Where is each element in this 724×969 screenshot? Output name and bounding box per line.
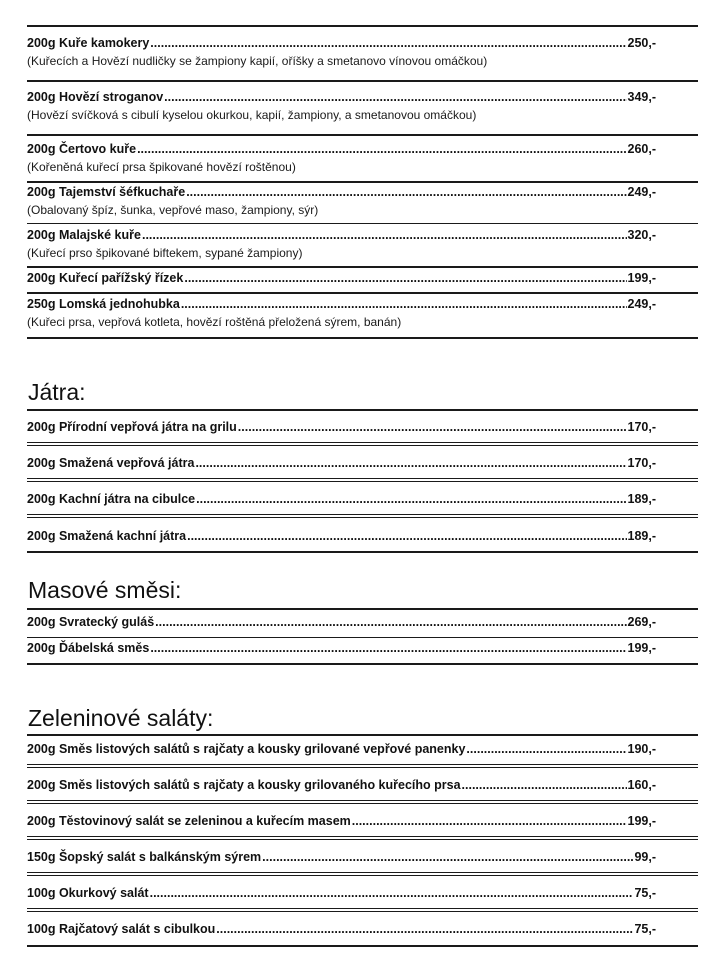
leader-dots — [137, 142, 626, 157]
divider — [27, 442, 698, 443]
item-name: 100g Rajčatový salát s cibulkou — [27, 922, 216, 936]
divider — [27, 409, 698, 411]
item-price: 269,- — [627, 615, 656, 629]
divider — [27, 608, 698, 610]
divider — [27, 223, 698, 224]
item-name: 200g Svratecký guláš — [27, 615, 155, 629]
leader-dots — [150, 36, 626, 51]
divider — [27, 764, 698, 765]
item-price: 260,- — [627, 142, 656, 156]
item-price: 99,- — [634, 850, 656, 864]
item-price: 190,- — [627, 742, 656, 756]
item-name: 200g Kuře kamokery — [27, 36, 150, 50]
divider — [27, 25, 698, 27]
item-name: 200g Tajemství šéfkuchaře — [27, 185, 186, 199]
item-name: 200g Hovězí stroganov — [27, 90, 164, 104]
divider — [27, 292, 698, 294]
item-name: 200g Smažená kachní játra — [27, 529, 187, 543]
leader-dots — [352, 814, 627, 829]
divider — [27, 514, 698, 515]
menu-item — [27, 615, 698, 630]
menu-item — [27, 529, 698, 544]
item-name: 200g Přírodní vepřová játra na grilu — [27, 420, 237, 434]
menu-item — [27, 814, 698, 829]
menu-item — [27, 185, 698, 218]
leader-dots — [195, 456, 626, 471]
menu-item — [27, 922, 698, 937]
menu-item — [27, 641, 698, 656]
item-name: 200g Ďábelská směs — [27, 641, 150, 655]
menu-item — [27, 36, 698, 69]
item-price: 199,- — [627, 814, 656, 828]
leader-dots — [187, 529, 626, 544]
leader-dots — [196, 492, 626, 507]
leader-dots — [186, 185, 626, 200]
item-description: (Kuřecí prso špikované biftekem, sypané žampiony) — [27, 246, 303, 260]
divider — [27, 337, 698, 339]
divider — [27, 478, 698, 479]
item-price: 199,- — [627, 271, 656, 285]
leader-dots — [142, 228, 627, 243]
item-name: 200g Směs listových salátů s rajčaty a kousky grilované vepřové panenky — [27, 742, 466, 756]
menu-item — [27, 492, 698, 507]
divider — [27, 266, 698, 268]
menu-item — [27, 778, 698, 793]
item-price: 349,- — [627, 90, 656, 104]
leader-dots — [181, 297, 627, 312]
item-description: (Hovězí svíčková s cibulí kyselou okurkou, kapií, žampiony, a smetanovou omáčkou) — [27, 108, 477, 122]
divider — [27, 80, 698, 82]
menu-item — [27, 742, 698, 757]
menu-item — [27, 886, 698, 901]
menu-item — [27, 228, 698, 261]
item-description: (Kuřecích a Hovězí nudličky se žampiony kapií, oříšky a smetanovo vínovou omáčkou) — [27, 54, 488, 68]
item-name: 100g Okurkový salát — [27, 886, 149, 900]
leader-dots — [184, 271, 626, 286]
leader-dots — [155, 615, 626, 630]
item-price: 75,- — [634, 886, 656, 900]
section-title-meat-mixes: Masové směsi: — [28, 577, 182, 603]
menu-item — [27, 850, 698, 865]
divider — [27, 836, 698, 837]
divider — [27, 945, 698, 947]
item-name: 200g Směs listových salátů s rajčaty a kousky grilovaného kuřecího prsa — [27, 778, 461, 792]
leader-dots — [238, 420, 627, 435]
menu-item — [27, 456, 698, 471]
divider — [27, 908, 698, 909]
item-price: 170,- — [627, 420, 656, 434]
item-price: 250,- — [627, 36, 656, 50]
menu-item — [27, 90, 698, 123]
divider — [27, 734, 698, 736]
leader-dots — [150, 641, 626, 656]
item-price: 249,- — [627, 185, 656, 199]
menu-item — [27, 297, 698, 330]
menu-item — [27, 142, 698, 175]
item-price: 170,- — [627, 456, 656, 470]
item-price: 320,- — [627, 228, 656, 242]
item-price: 160,- — [627, 778, 656, 792]
menu-item — [27, 420, 698, 435]
item-price: 189,- — [627, 529, 656, 543]
leader-dots — [216, 922, 633, 937]
divider — [27, 551, 698, 553]
item-price: 75,- — [634, 922, 656, 936]
item-name: 200g Malajské kuře — [27, 228, 141, 242]
divider — [27, 181, 698, 183]
divider — [27, 663, 698, 665]
item-name: 200g Kachní játra na cibulce — [27, 492, 196, 506]
divider — [27, 872, 698, 873]
item-price: 189,- — [627, 492, 656, 506]
item-description: (Kuřeci prsa, vepřová kotleta, hovězí roštěná přeložená sýrem, banán) — [27, 315, 402, 329]
item-description: (Kořeněná kuřecí prsa špikované hovězí roštěnou) — [27, 160, 296, 174]
item-name: 200g Kuřecí pařížský řízek — [27, 271, 184, 285]
leader-dots — [164, 90, 626, 105]
divider — [27, 800, 698, 801]
item-name: 250g Lomská jednohubka — [27, 297, 180, 311]
item-name: 200g Těstovinový salát se zeleninou a kuřecím masem — [27, 814, 351, 828]
leader-dots — [262, 850, 633, 865]
divider — [27, 637, 698, 638]
item-name: 150g Šopský salát s balkánským sýrem — [27, 850, 262, 864]
item-name: 200g Čertovo kuře — [27, 142, 137, 156]
leader-dots — [150, 886, 634, 901]
menu-item — [27, 271, 698, 286]
item-description: (Obalovaný špíz, šunka, vepřové maso, žampiony, sýr) — [27, 203, 319, 217]
item-price: 199,- — [627, 641, 656, 655]
section-title-liver: Játra: — [28, 379, 86, 405]
leader-dots — [466, 742, 626, 757]
divider — [27, 134, 698, 136]
item-name: 200g Smažená vepřová játra — [27, 456, 195, 470]
item-price: 249,- — [627, 297, 656, 311]
section-title-salads: Zeleninové saláty: — [28, 705, 214, 731]
leader-dots — [462, 778, 627, 793]
